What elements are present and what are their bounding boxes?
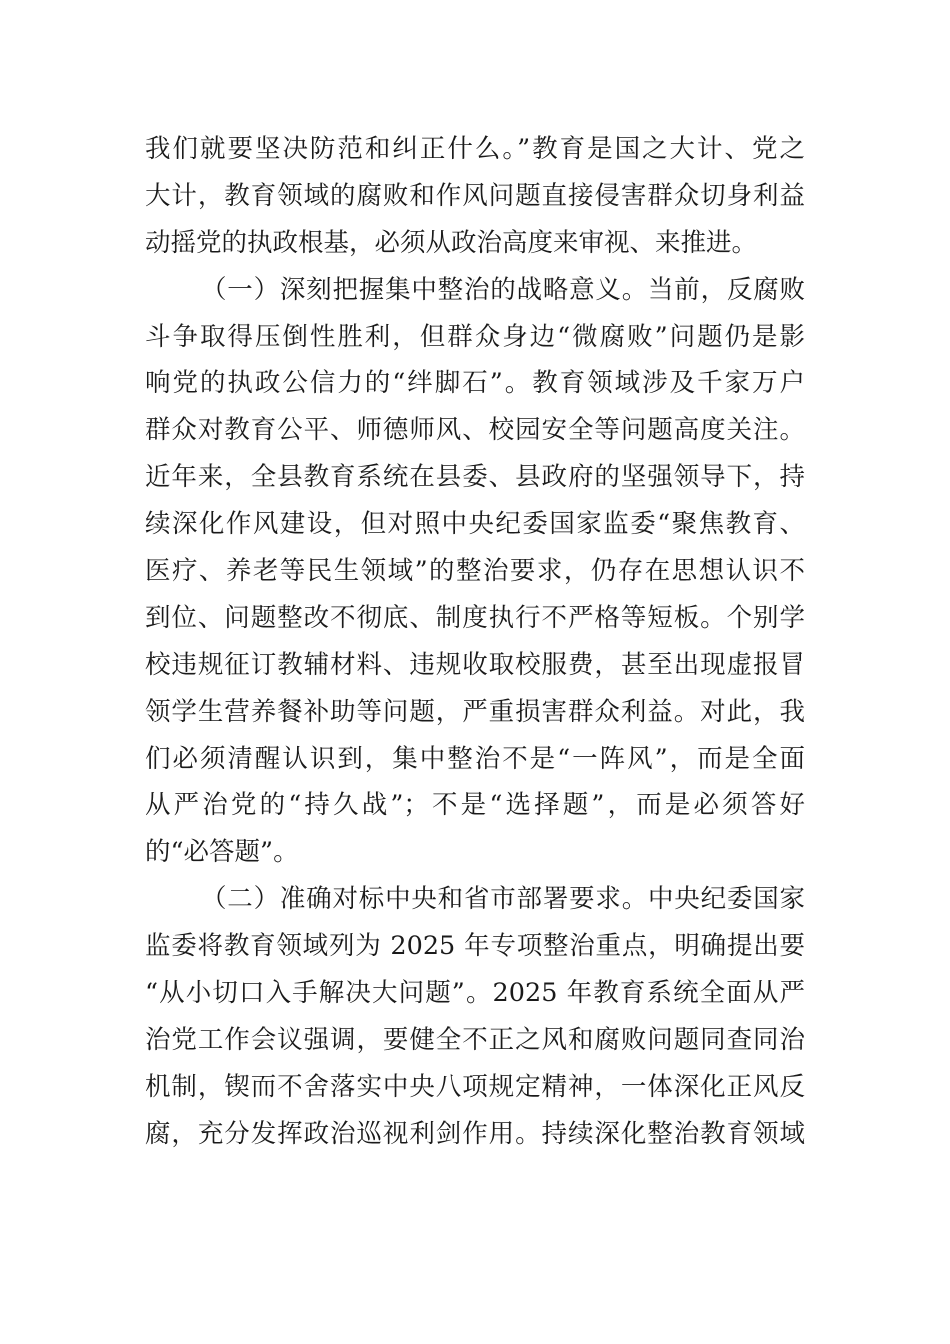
text-line: 大计，教育领域的腐败和作风问题直接侵害群众切身利益 [145,180,805,211]
text-line: “从小切口入手解决大问题”。2025 年教育系统全面从严 [145,978,805,1009]
text-line: 斗争取得压倒性胜利，但群众身边“微腐败”问题仍是影 [145,321,805,352]
text-line: 领学生营养餐补助等问题，严重损害群众利益。对此，我 [145,696,805,727]
text-line: 近年来，全县教育系统在县委、县政府的坚强领导下，持 [145,462,805,493]
text-line: 的“必答题”。 [145,837,299,868]
text-line: （一）深刻把握集中整治的战略意义。当前，反腐败 [201,274,805,305]
text-line: 群众对教育公平、师德师风、校园安全等问题高度关注。 [145,415,805,446]
text-line: 动摇党的执政根基，必须从政治高度来审视、来推进。 [145,227,758,258]
text-line: 续深化作风建设，但对照中央纪委国家监委“聚焦教育、 [145,509,805,540]
text-line: 到位、问题整改不彻底、制度执行不严格等短板。个别学 [145,602,805,633]
text-line: 治党工作会议强调，要健全不正之风和腐败问题同查同治 [145,1024,805,1055]
text-line: 监委将教育领域列为 2025 年专项整治重点，明确提出要 [145,931,805,962]
text-line: 机制，锲而不舍落实中央八项规定精神，一体深化正风反 [145,1071,805,1102]
text-line: 从严治党的“持久战”；不是“选择题”，而是必须答好 [145,790,805,821]
body-text [145,126,805,1158]
text-line: 医疗、养老等民生领域”的整治要求，仍存在思想认识不 [145,556,805,587]
text-line: 校违规征订教辅材料、违规收取校服费，甚至出现虚报冒 [145,649,805,680]
text-line: 我们就要坚决防范和纠正什么。”教育是国之大计、党之 [145,134,805,164]
text-line: 们必须清醒认识到，集中整治不是“一阵风”，而是全面 [145,743,805,774]
text-line: （二）准确对标中央和省市部署要求。中央纪委国家 [201,884,805,915]
text-line: 响党的执政公信力的“绊脚石”。教育领域涉及千家万户 [145,368,805,399]
text-line: 腐，充分发挥政治巡视利剑作用。持续深化整治教育领域 [145,1118,805,1149]
